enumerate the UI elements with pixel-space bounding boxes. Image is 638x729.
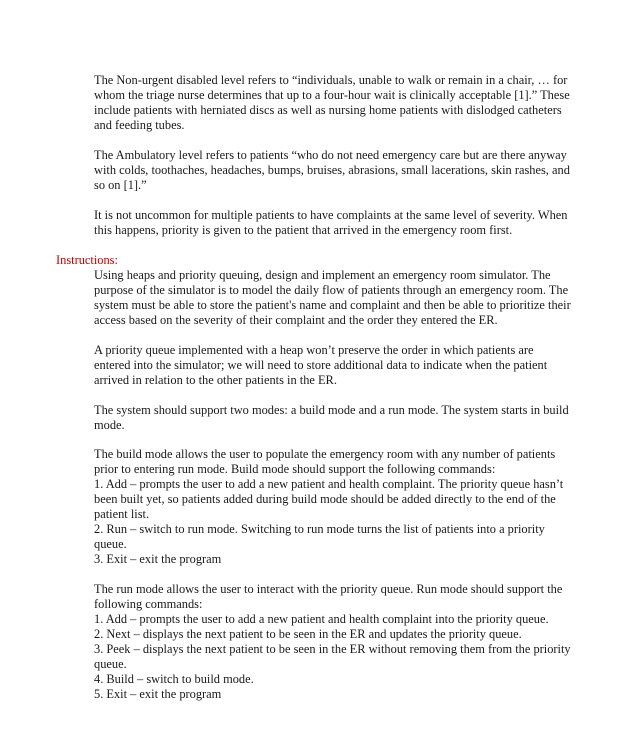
text-line: this happens, priority is given to the patient that arrived in the emergency room first.: [94, 223, 513, 237]
text-line: The build mode allows the user to populate the emergency room with any number of patients: [94, 447, 556, 461]
text-line: so on [1].”: [94, 178, 147, 192]
text-line: and feeding tubes.: [94, 118, 185, 132]
list-item: 1. Add – prompts the user to add a new patient and health complaint. The priority queue hasn’t: [94, 477, 564, 491]
text-line: It is not uncommon for multiple patients to have complaints at the same level of severity. When: [94, 208, 568, 222]
paragraph-modes: [94, 403, 604, 433]
text-line: been built yet, so patients added during build mode should be added directly to the end of the: [94, 492, 556, 506]
list-item: 4. Build – switch to build mode.: [94, 672, 254, 686]
paragraph-same-severity: [94, 208, 604, 238]
text-line: mode.: [94, 418, 125, 432]
text-line: whom the triage nurse determines that up to a four-hour wait is clinically acceptable [1].” These: [94, 88, 570, 102]
text-line: Using heaps and priority queuing, design and implement an emergency room simulator. The: [94, 268, 551, 282]
text-line: arrived in relation to the other patients in the ER.: [94, 373, 337, 387]
paragraph-design-overview: [94, 268, 604, 328]
list-item: 5. Exit – exit the program: [94, 687, 222, 701]
text-line: system must be able to store the patient's name and complaint and then be able to prioritize their: [94, 298, 571, 312]
text-line: include patients with herniated discs as well as nursing home patients with dislodged catheters: [94, 103, 562, 117]
text-line: access based on the severity of their complaint and the order they entered the ER.: [94, 313, 498, 327]
text-line: The run mode allows the user to interact with the priority queue. Run mode should support the: [94, 582, 563, 596]
paragraph-build-mode: [94, 447, 604, 567]
paragraph-non-urgent-disabled: [94, 73, 604, 133]
text-line: The Non-urgent disabled level refers to “individuals, unable to walk or remain in a chair, … for: [94, 73, 568, 87]
paragraph-run-mode: [94, 582, 604, 702]
text-line: prior to entering run mode. Build mode should support the following commands:: [94, 462, 496, 476]
instructions-heading: Instructions:: [56, 253, 118, 267]
text-line: following commands:: [94, 597, 203, 611]
text-line: A priority queue implemented with a heap won’t preserve the order in which patients are: [94, 343, 534, 357]
text-line: The system should support two modes: a build mode and a run mode. The system starts in build: [94, 403, 569, 417]
list-item: 2. Run – switch to run mode. Switching to run mode turns the list of patients into a priority: [94, 522, 545, 536]
text-line: The Ambulatory level refers to patients “who do not need emergency care but are there anyway: [94, 148, 567, 162]
paragraph-heap-order: [94, 343, 604, 388]
text-line: with colds, toothaches, headaches, bumps, bruises, abrasions, small lacerations, skin rashes, and: [94, 163, 570, 177]
list-item: 1. Add – prompts the user to add a new patient and health complaint into the priority queue.: [94, 612, 549, 626]
text-line: queue.: [94, 657, 127, 671]
text-line: queue.: [94, 537, 127, 551]
text-line: patient list.: [94, 507, 150, 521]
text-line: entered into the simulator; we will need to store additional data to indicate when the patient: [94, 358, 548, 372]
list-item: 3. Peek – displays the next patient to be seen in the ER without removing them from the priority: [94, 642, 571, 656]
text-line: purpose of the simulator is to model the daily flow of patients through an emergency room. The: [94, 283, 569, 297]
list-item: 3. Exit – exit the program: [94, 552, 222, 566]
list-item: 2. Next – displays the next patient to be seen in the ER and updates the priority queue.: [94, 627, 522, 641]
paragraph-ambulatory: [94, 148, 604, 193]
